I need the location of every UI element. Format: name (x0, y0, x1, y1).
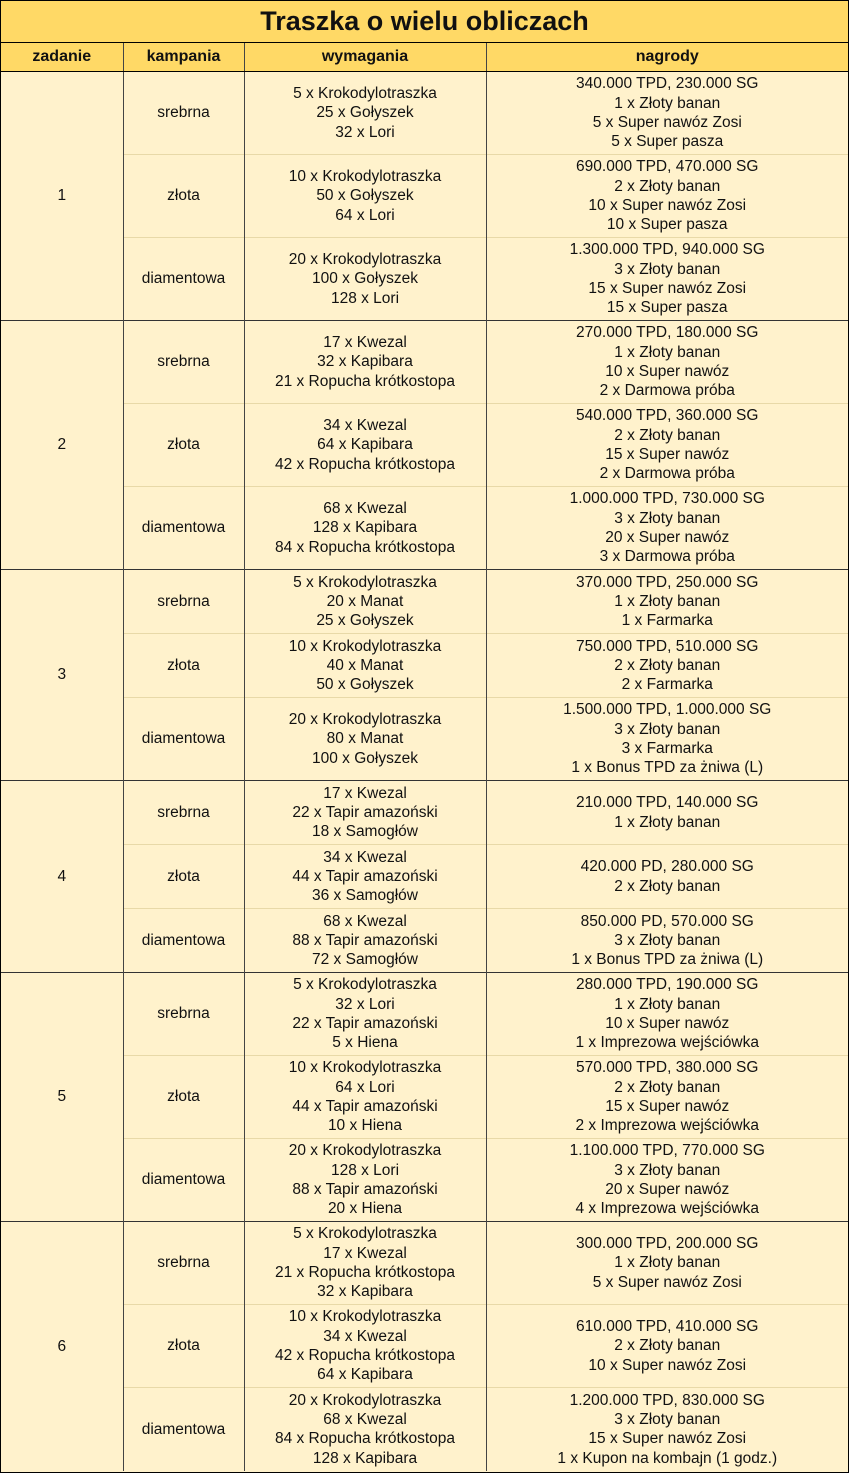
campaign-cell: złota (123, 1305, 244, 1388)
reward-line: 1 x Bonus TPD za żniwa (L) (571, 759, 764, 777)
requirements-cell (244, 634, 486, 698)
campaign-cell: diamentowa (123, 909, 244, 973)
requirement-line: 20 x Manat (326, 592, 404, 610)
requirements-cell (244, 698, 486, 781)
requirements-cell (244, 155, 486, 238)
requirement-line: 10 x Krokodylotraszka (288, 168, 442, 186)
requirements-cell (244, 973, 486, 1056)
reward-line: 3 x Złoty banan (614, 1161, 721, 1179)
reward-line: 5 x Super pasza (611, 133, 724, 151)
reward-line: 20 x Super nawóz (605, 529, 730, 546)
reward-line: 1 x Złoty banan (614, 995, 721, 1013)
requirement-line: 20 x Krokodylotraszka (288, 251, 442, 269)
table-row (1, 404, 848, 487)
requirement-line: 17 x Kwezal (323, 784, 407, 802)
reward-line: 10 x Super nawóz Zosi (588, 197, 747, 214)
reward-line: 1.500.000 TPD, 1.000.000 SG (563, 701, 772, 719)
reward-line: 3 x Złoty banan (614, 509, 721, 527)
rewards-cell (486, 698, 848, 781)
requirements-cell (244, 1056, 486, 1139)
reward-line: 280.000 TPD, 190.000 SG (576, 976, 759, 994)
requirement-line: 64 x Kapibara (317, 1366, 413, 1384)
requirement-line: 17 x Kwezal (323, 1244, 407, 1262)
requirement-line: 5 x Krokodylotraszka (293, 85, 437, 103)
requirement-line: 5 x Krokodylotraszka (293, 1225, 437, 1243)
requirement-line: 25 x Gołyszek (316, 612, 414, 630)
task-number: 5 (1, 973, 123, 1222)
requirement-line: 68 x Kwezal (323, 1410, 407, 1428)
reward-line: 15 x Super nawóz (605, 446, 730, 463)
requirements-cell (244, 321, 486, 404)
reward-line: 570.000 TPD, 380.000 SG (576, 1059, 759, 1077)
reward-line: 1 x Złoty banan (614, 592, 721, 610)
reward-line: 3 x Darmowa próba (599, 548, 735, 566)
campaign-cell: diamentowa (123, 1388, 244, 1471)
reward-line: 5 x Super nawóz Zosi (592, 114, 742, 131)
rewards-cell (486, 404, 848, 487)
campaign-cell: diamentowa (123, 1139, 244, 1222)
requirements-cell (244, 909, 486, 973)
requirements-cell (244, 781, 486, 845)
table-row (1, 72, 848, 155)
requirement-line: 21 x Ropucha krótkostopa (274, 1264, 456, 1281)
campaign-cell: diamentowa (123, 487, 244, 570)
reward-line: 1 x Imprezowa wejściówka (575, 1034, 759, 1052)
header-kampania: kampania (123, 43, 244, 72)
reward-line: 2 x Farmarka (621, 676, 713, 694)
reward-line: 15 x Super nawóz Zosi (588, 1430, 747, 1448)
requirement-line: 21 x Ropucha krótkostopa (274, 372, 456, 390)
reward-line: 10 x Super nawóz Zosi (588, 1356, 747, 1374)
reward-line: 1 x Złoty banan (614, 1254, 721, 1272)
reward-line: 3 x Złoty banan (614, 260, 721, 278)
requirement-line: 10 x Hiena (327, 1117, 403, 1135)
table-row (1, 973, 848, 1056)
requirement-line: 84 x Ropucha krótkostopa (274, 538, 456, 556)
requirement-line: 68 x Kwezal (323, 912, 407, 930)
table-row (1, 1305, 848, 1388)
page-title: Traszka o wielu obliczach (1, 1, 848, 43)
rewards-cell (486, 1388, 848, 1471)
campaign-cell: srebrna (123, 1222, 244, 1305)
requirement-line: 5 x Hiena (332, 1034, 398, 1052)
reward-line: 1 x Złoty banan (614, 813, 721, 831)
reward-line: 2 x Złoty banan (614, 1078, 721, 1096)
reward-line: 2 x Złoty banan (614, 877, 721, 895)
campaign-cell: srebrna (123, 72, 244, 155)
reward-line: 15 x Super pasza (606, 299, 728, 317)
requirements-cell (244, 238, 486, 321)
table-row (1, 155, 848, 238)
requirement-line: 18 x Samogłów (312, 823, 418, 841)
reward-line: 270.000 TPD, 180.000 SG (576, 324, 759, 342)
campaign-cell: srebrna (123, 781, 244, 845)
campaign-cell: złota (123, 404, 244, 487)
header-wymagania: wymagania (244, 43, 486, 72)
reward-line: 1.300.000 TPD, 940.000 SG (569, 241, 765, 259)
table-row (1, 1139, 848, 1222)
campaign-cell: srebrna (123, 973, 244, 1056)
requirement-line: 80 x Manat (326, 730, 404, 748)
requirement-line: 128 x Kapibara (312, 519, 418, 537)
requirement-line: 100 x Gołyszek (312, 270, 418, 288)
requirement-line: 44 x Tapir amazoński (292, 867, 438, 885)
requirements-cell (244, 404, 486, 487)
requirements-cell (244, 487, 486, 570)
requirement-line: 32 x Kapibara (317, 353, 413, 371)
requirement-line: 20 x Hiena (327, 1200, 403, 1218)
requirement-line: 44 x Tapir amazoński (292, 1098, 438, 1115)
reward-line: 10 x Super nawóz (605, 363, 730, 380)
requirements-cell (244, 1305, 486, 1388)
rewards-cell (486, 487, 848, 570)
requirement-line: 34 x Kwezal (323, 1327, 407, 1345)
reward-line: 3 x Złoty banan (614, 1410, 721, 1428)
reward-line: 10 x Super pasza (606, 216, 728, 234)
reward-line: 4 x Imprezowa wejściówka (575, 1200, 759, 1218)
campaign-cell: diamentowa (123, 238, 244, 321)
reward-line: 1 x Kupon na kombajn (1 godz.) (557, 1449, 778, 1467)
table-row (1, 845, 848, 909)
requirement-line: 34 x Kwezal (323, 848, 407, 866)
requirement-line: 10 x Krokodylotraszka (288, 637, 442, 655)
rewards-cell (486, 1056, 848, 1139)
reward-line: 540.000 TPD, 360.000 SG (576, 407, 759, 425)
requirement-line: 88 x Tapir amazoński (292, 1181, 438, 1198)
requirement-line: 22 x Tapir amazoński (292, 1015, 438, 1032)
reward-line: 2 x Darmowa próba (599, 382, 735, 400)
reward-line: 2 x Złoty banan (614, 177, 721, 195)
rewards-cell (486, 321, 848, 404)
requirement-line: 88 x Tapir amazoński (292, 931, 438, 949)
reward-line: 5 x Super nawóz Zosi (592, 1273, 742, 1291)
requirement-line: 10 x Krokodylotraszka (288, 1059, 442, 1077)
reward-line: 1 x Złoty banan (614, 343, 721, 361)
requirement-line: 20 x Krokodylotraszka (288, 1142, 442, 1160)
reward-line: 2 x Darmowa próba (599, 465, 735, 483)
requirement-line: 64 x Lori (335, 1078, 395, 1096)
rewards-cell (486, 570, 848, 634)
rewards-cell (486, 238, 848, 321)
campaign-cell: srebrna (123, 321, 244, 404)
requirement-line: 72 x Samogłów (312, 951, 418, 969)
reward-line: 210.000 TPD, 140.000 SG (576, 794, 759, 812)
header-zadanie: zadanie (1, 43, 123, 72)
reward-line: 1.100.000 TPD, 770.000 SG (569, 1142, 765, 1160)
requirement-line: 36 x Samogłów (312, 887, 418, 905)
requirement-line: 42 x Ropucha krótkostopa (274, 1347, 456, 1364)
requirement-line: 20 x Krokodylotraszka (288, 711, 442, 729)
rewards-cell (486, 634, 848, 698)
reward-line: 370.000 TPD, 250.000 SG (576, 573, 759, 591)
reward-line: 10 x Super nawóz (605, 1015, 730, 1032)
requirements-cell (244, 845, 486, 909)
rewards-cell (486, 909, 848, 973)
table-row (1, 321, 848, 404)
reward-line: 2 x Złoty banan (614, 426, 721, 444)
requirement-line: 128 x Kapibara (312, 1449, 418, 1467)
reward-line: 420.000 PD, 280.000 SG (580, 858, 754, 876)
requirement-line: 50 x Gołyszek (316, 187, 414, 205)
reward-line: 3 x Farmarka (621, 740, 713, 757)
reward-line: 15 x Super nawóz (605, 1098, 730, 1115)
reward-line: 1.200.000 TPD, 830.000 SG (569, 1391, 765, 1409)
requirement-line: 68 x Kwezal (323, 500, 407, 518)
requirement-line: 100 x Gołyszek (312, 749, 418, 767)
reward-line: 610.000 TPD, 410.000 SG (576, 1318, 759, 1336)
requirement-line: 64 x Lori (335, 206, 395, 224)
task-number: 1 (57, 187, 67, 205)
campaign-cell: złota (123, 1056, 244, 1139)
rewards-cell (486, 973, 848, 1056)
rewards-cell (486, 781, 848, 845)
requirement-line: 10 x Krokodylotraszka (288, 1308, 442, 1326)
requirement-line: 5 x Krokodylotraszka (293, 573, 437, 591)
requirement-line: 22 x Tapir amazoński (292, 803, 438, 821)
requirement-line: 40 x Manat (326, 656, 404, 674)
requirement-line: 42 x Ropucha krótkostopa (274, 455, 456, 473)
requirement-line: 50 x Gołyszek (316, 676, 414, 694)
reward-line: 1 x Złoty banan (614, 94, 721, 112)
table-row (1, 1222, 848, 1305)
table-row (1, 909, 848, 973)
requirement-line: 32 x Lori (335, 995, 395, 1013)
requirement-line: 128 x Lori (330, 289, 400, 307)
requirement-line: 17 x Kwezal (323, 334, 407, 352)
reward-line: 3 x Złoty banan (614, 931, 721, 949)
reward-line: 340.000 TPD, 230.000 SG (576, 75, 759, 93)
campaign-cell: złota (123, 634, 244, 698)
requirements-cell (244, 72, 486, 155)
requirements-cell (244, 570, 486, 634)
requirements-cell (244, 1222, 486, 1305)
table-row (1, 1388, 848, 1471)
reward-line: 1 x Bonus TPD za żniwa (L) (571, 951, 764, 969)
task-number: 3 (1, 570, 123, 781)
reward-line: 15 x Super nawóz Zosi (588, 280, 747, 297)
reward-line: 20 x Super nawóz (605, 1181, 730, 1198)
reward-line: 1 x Farmarka (621, 612, 713, 630)
task-number: 6 (1, 1222, 123, 1471)
rewards-cell (486, 155, 848, 238)
rewards-cell (486, 1305, 848, 1388)
table-row (1, 1056, 848, 1139)
header-nagrody: nagrody (486, 43, 848, 72)
requirement-line: 20 x Krokodylotraszka (288, 1391, 442, 1409)
reward-line: 2 x Złoty banan (614, 656, 721, 674)
table-body (1, 72, 848, 1471)
reward-line: 750.000 TPD, 510.000 SG (576, 637, 759, 655)
rewards-cell (486, 845, 848, 909)
rewards-cell (486, 72, 848, 155)
reward-line: 690.000 TPD, 470.000 SG (576, 158, 759, 176)
requirement-line: 128 x Lori (330, 1161, 400, 1179)
reward-line: 3 x Złoty banan (614, 720, 721, 738)
requirement-line: 32 x Lori (335, 123, 395, 141)
table-row (1, 781, 848, 845)
rewards-cell (486, 1222, 848, 1305)
table-row (1, 487, 848, 570)
table-row (1, 238, 848, 321)
reward-line: 2 x Imprezowa wejściówka (575, 1117, 759, 1135)
rewards-cell (486, 1139, 848, 1222)
reward-line: 850.000 PD, 570.000 SG (580, 912, 754, 930)
requirement-line: 25 x Gołyszek (316, 104, 414, 122)
campaign-cell: diamentowa (123, 698, 244, 781)
header-row (1, 43, 848, 72)
campaign-cell: złota (123, 845, 244, 909)
requirements-cell (244, 1388, 486, 1471)
task-number: 4 (1, 781, 123, 973)
table-row (1, 698, 848, 781)
reward-line: 1.000.000 TPD, 730.000 SG (569, 490, 765, 508)
requirement-line: 84 x Ropucha krótkostopa (274, 1430, 456, 1448)
table-row (1, 634, 848, 698)
campaign-cell: złota (123, 155, 244, 238)
task-number: 2 (1, 321, 123, 570)
table-row (1, 570, 848, 634)
reward-line: 300.000 TPD, 200.000 SG (576, 1235, 759, 1253)
requirement-line: 32 x Kapibara (317, 1283, 413, 1301)
campaign-cell: srebrna (123, 570, 244, 634)
requirements-cell (244, 1139, 486, 1222)
requirement-line: 34 x Kwezal (323, 417, 407, 435)
requirement-line: 5 x Krokodylotraszka (293, 976, 437, 994)
rewards-table (1, 43, 848, 1471)
requirement-line: 64 x Kapibara (317, 436, 413, 454)
reward-line: 2 x Złoty banan (614, 1337, 721, 1355)
